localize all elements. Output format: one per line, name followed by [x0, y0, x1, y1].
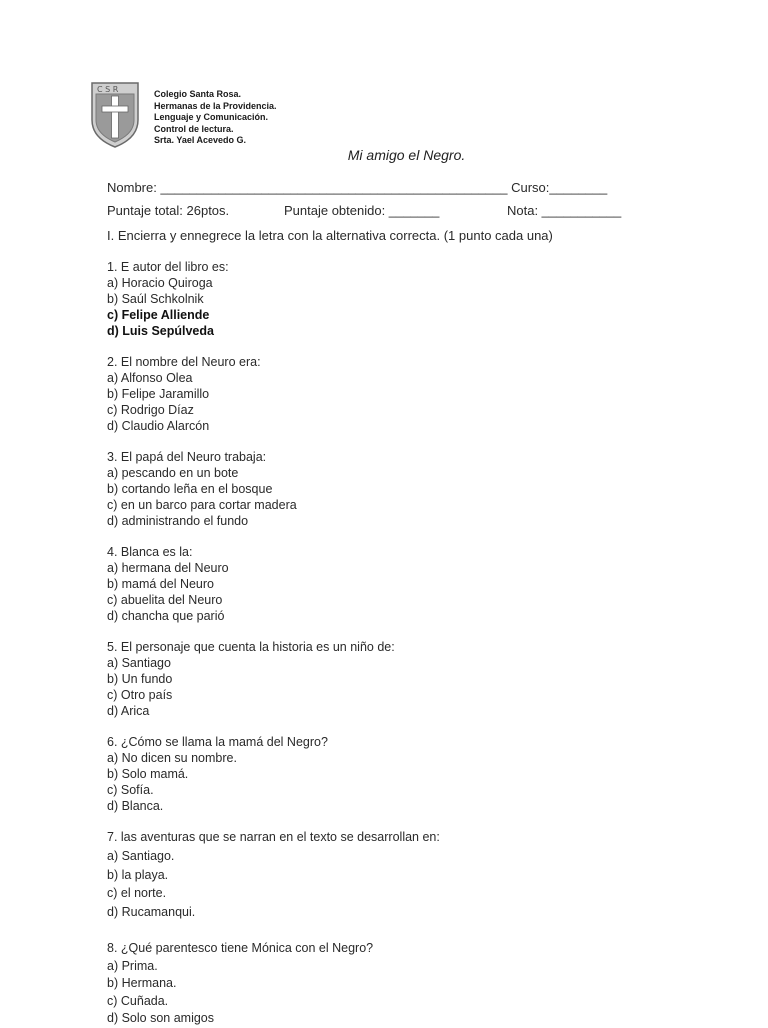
option-a[interactable]: a) No dicen su nombre. — [107, 751, 237, 765]
question-stem: 8. ¿Qué parentesco tiene Mónica con el Negro? — [107, 941, 374, 955]
option-c[interactable]: c) en un barco para cortar madera — [107, 498, 297, 512]
option-a[interactable]: a) Alfonso Olea — [107, 371, 193, 385]
question-stem: 4. Blanca es la: — [107, 545, 193, 559]
name-course-field[interactable]: Nombre: ________________________________________________ Curso:________ — [107, 180, 608, 195]
option-d[interactable]: d) Rucamanqui. — [107, 904, 196, 919]
question-stem: 1. E autor del libro es: — [107, 260, 229, 274]
total-score: Puntaje total: 26ptos. — [107, 203, 230, 218]
question-stem: 6. ¿Cómo se llama la mamá del Negro? — [107, 735, 328, 749]
option-b[interactable]: b) Un fundo — [107, 672, 173, 686]
option-b[interactable]: b) Saúl Schkolnik — [107, 292, 204, 306]
school-name: Colegio Santa Rosa. — [154, 89, 242, 99]
option-a[interactable]: a) pescando en un bote — [107, 466, 239, 480]
option-b[interactable]: b) Felipe Jaramillo — [107, 387, 210, 401]
option-d[interactable]: d) Luis Sepúlveda — [107, 324, 214, 338]
school-info — [154, 89, 277, 147]
question-7 — [107, 829, 440, 921]
question-1 — [107, 259, 440, 339]
option-b[interactable]: b) cortando leña en el bosque — [107, 482, 273, 496]
option-a[interactable]: a) Santiago — [107, 656, 171, 670]
question-2 — [107, 354, 440, 434]
question-stem: 5. El personaje que cuenta la historia es un niño de: — [107, 640, 395, 654]
option-c[interactable]: c) Otro país — [107, 688, 173, 702]
option-b[interactable]: b) Hermana. — [107, 976, 177, 990]
obtained-score-field[interactable]: Puntaje obtenido: _______ — [284, 203, 440, 218]
subject: Lenguaje y Comunicación. — [154, 112, 269, 122]
option-c[interactable]: c) Rodrigo Díaz — [107, 403, 194, 417]
option-a[interactable]: a) Horacio Quiroga — [107, 276, 213, 290]
question-stem: 3. El papá del Neuro trabaja: — [107, 450, 267, 464]
school-crest-logo — [90, 82, 140, 148]
grade-field[interactable]: Nota: ___________ — [507, 203, 622, 218]
question-6 — [107, 734, 440, 814]
question-list — [107, 259, 440, 936]
document-title: Mi amigo el Negro. — [347, 147, 466, 163]
option-c[interactable]: c) Sofía. — [107, 783, 154, 797]
option-a[interactable]: a) Santiago. — [107, 849, 175, 863]
option-c[interactable]: c) el norte. — [107, 886, 167, 900]
option-d[interactable]: d) administrando el fundo — [107, 514, 249, 528]
test-type: Control de lectura. — [154, 123, 234, 134]
option-c[interactable]: c) Felipe Alliende — [107, 308, 210, 322]
question-5 — [107, 639, 440, 719]
option-c[interactable]: c) abuelita del Neuro — [107, 593, 223, 607]
option-a[interactable]: a) Prima. — [107, 958, 158, 973]
option-a[interactable]: a) hermana del Neuro — [107, 561, 229, 575]
option-d[interactable]: d) Solo son amigos — [107, 1011, 215, 1025]
question-3 — [107, 449, 440, 529]
option-b[interactable]: b) mamá del Neuro — [107, 577, 214, 591]
option-b[interactable]: b) Solo mamá. — [107, 767, 189, 781]
teacher-name: Srta. Yael Acevedo G. — [154, 135, 247, 145]
instructions: I. Encierra y ennegrece la letra con la alternativa correcta. (1 punto cada una) — [107, 228, 553, 243]
question-8 — [107, 940, 373, 1028]
question-stem: 2. El nombre del Neuro era: — [107, 355, 261, 369]
question-stem: 7. las aventuras que se narran en el texto se desarrollan en: — [107, 830, 440, 844]
school-congregation: Hermanas de la Providencia. — [154, 100, 277, 111]
option-b[interactable]: b) la playa. — [107, 867, 169, 882]
logo-letters: C S R — [97, 85, 119, 94]
option-d[interactable]: d) Claudio Alarcón — [107, 419, 210, 433]
option-d[interactable]: d) Blanca. — [107, 799, 164, 813]
option-c[interactable]: c) Cuñada. — [107, 993, 169, 1008]
option-d[interactable]: d) Arica — [107, 704, 150, 718]
question-4 — [107, 544, 440, 624]
option-d[interactable]: d) chancha que parió — [107, 609, 225, 623]
